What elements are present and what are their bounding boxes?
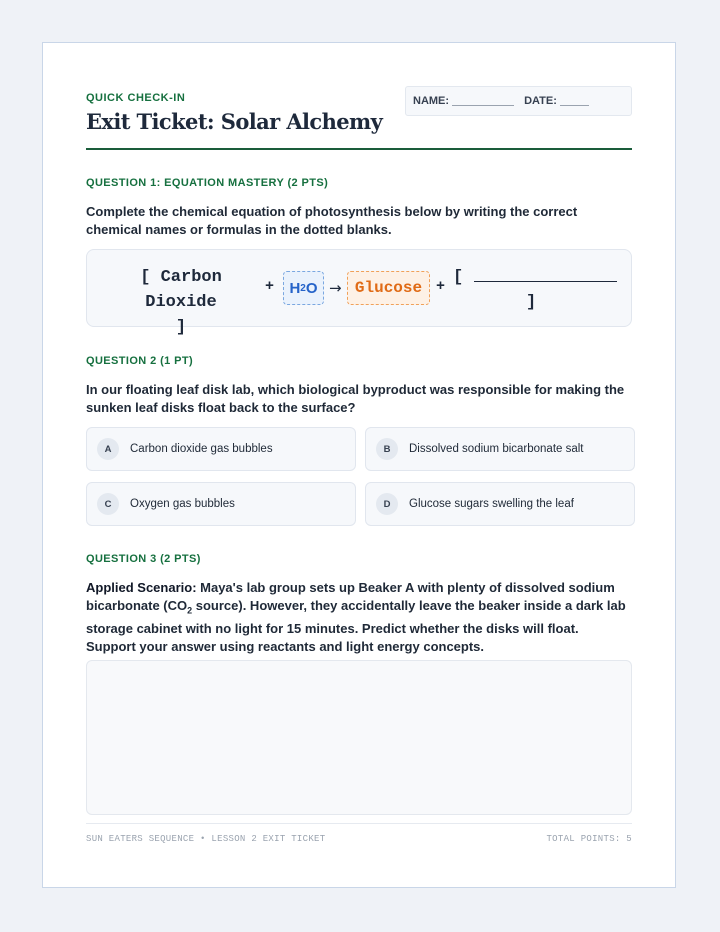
q1-prompt: Complete the chemical equation of photosynthesis below by writing the correct chemical names or formulas in the dotted blanks. (86, 204, 578, 237)
q3-prompt-part1: Maya's lab group sets up Beaker A with plenty of dissolved sodium bicarbonate (CO (86, 580, 615, 613)
name-field[interactable] (452, 97, 514, 106)
water-blank[interactable] (283, 271, 324, 305)
choice-letter: C (97, 493, 119, 515)
water-o: O (305, 279, 318, 297)
name-date-box (405, 86, 632, 116)
carbon-dioxide-text: [ Carbon Dioxide (140, 268, 222, 312)
header-divider (86, 148, 632, 150)
co2-subscript: 2 (187, 605, 193, 616)
plus-sign: + (436, 278, 446, 295)
water-subscript: 2 (300, 282, 306, 294)
footer-divider (86, 823, 632, 824)
blank-open-bracket: [ (453, 268, 464, 287)
page-title: Exit Ticket: Solar Alchemy (86, 109, 383, 134)
worksheet-page (42, 42, 676, 888)
date-field[interactable] (560, 97, 589, 106)
worksheet-content (86, 43, 632, 887)
blank-answer-line[interactable] (474, 281, 617, 282)
glucose-blank[interactable]: Glucose (347, 271, 430, 305)
choice-letter: D (376, 493, 398, 515)
choice-c[interactable] (86, 482, 356, 526)
blank-close-bracket: ] (526, 293, 537, 312)
carbon-dioxide-close-bracket: ] (175, 318, 187, 337)
footer-lesson-label: SUN EATERS SEQUENCE • LESSON 2 EXIT TICKET (86, 834, 326, 844)
name-label: NAME: (413, 95, 450, 107)
water-h: H (289, 279, 301, 297)
choice-a[interactable] (86, 427, 356, 471)
q3-prompt-label: Applied Scenario: (86, 580, 197, 595)
choice-text: Carbon dioxide gas bubbles (130, 443, 273, 455)
equation-term-carbon-dioxide (103, 265, 259, 340)
q2-prompt: In our floating leaf disk lab, which biological byproduct was responsible for making the sunken leaf disks float back to the surface? (86, 382, 625, 415)
choice-text: Glucose sugars swelling the leaf (409, 498, 574, 510)
q1-heading: QUESTION 1: EQUATION MASTERY (2 PTS) (86, 177, 329, 189)
equation-term-blank[interactable] (453, 265, 623, 315)
plus-sign: + (265, 278, 275, 295)
choice-b[interactable] (365, 427, 635, 471)
choice-letter: B (376, 438, 398, 460)
arrow-icon: → (329, 279, 342, 297)
choice-text: Dissolved sodium bicarbonate salt (409, 443, 584, 455)
q3-heading: QUESTION 3 (2 PTS) (86, 553, 201, 565)
q2-heading: QUESTION 2 (1 PT) (86, 355, 194, 367)
equation-box (86, 249, 632, 337)
choice-text: Oxygen gas bubbles (130, 498, 235, 510)
choice-d[interactable] (365, 482, 635, 526)
choice-letter: A (97, 438, 119, 460)
footer-total-points: TOTAL POINTS: 5 (546, 834, 632, 844)
q3-answer-area[interactable] (86, 660, 632, 815)
kicker-label: QUICK CHECK-IN (86, 92, 186, 104)
q3-prompt-part2: source). However, they accidentally leave the beaker inside a dark lab storage cabinet with no light for 15 minutes. Predict whether the disks will float. Support your answer using reactants and light energy concepts. (86, 598, 626, 654)
date-label: DATE: (524, 95, 557, 107)
q3-prompt (86, 579, 632, 656)
